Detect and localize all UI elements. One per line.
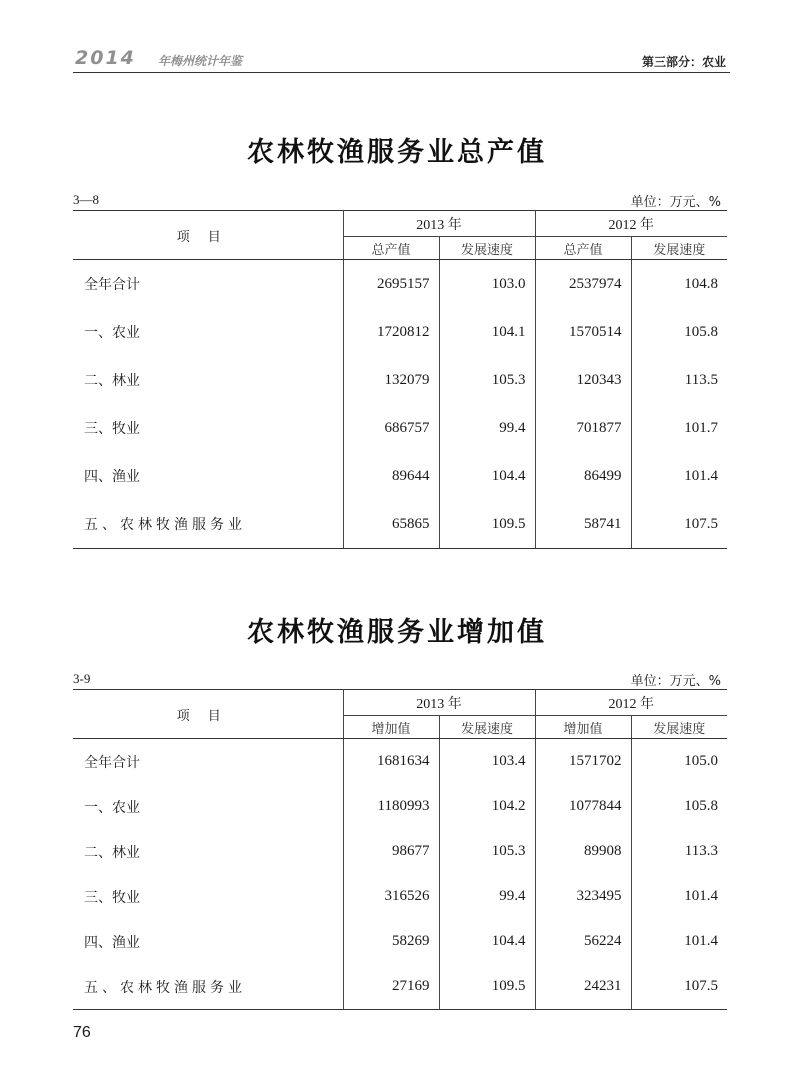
row-label: 四、渔业: [84, 469, 140, 485]
table-cell: 101.7: [631, 404, 727, 452]
table-row: [73, 452, 727, 500]
row-label: 二、林业: [84, 844, 140, 861]
row-label: 三、牧业: [84, 889, 140, 906]
row-label: 一、农业: [84, 325, 140, 341]
table-cell: 104.8: [631, 260, 727, 309]
item-column-header: 项目: [73, 690, 343, 739]
row-label: 全年合计: [84, 277, 140, 293]
table-cell: 1570514: [535, 308, 631, 356]
table-cell: 701877: [535, 404, 631, 452]
table-cell: 323495: [535, 874, 631, 919]
table-row: [73, 784, 727, 829]
table-cell: 103.4: [439, 739, 535, 785]
column-header: 增加值: [343, 716, 439, 739]
table-cell: 101.4: [631, 452, 727, 500]
table-cell: 1077844: [535, 784, 631, 829]
table-cell: 316526: [343, 874, 439, 919]
table-cell: 65865: [343, 500, 439, 549]
table-cell: 109.5: [439, 500, 535, 549]
statistics-table: [73, 210, 727, 549]
table-title: 农林牧渔服务业总产值: [247, 137, 547, 168]
table-header-row: [73, 690, 727, 716]
year-header: 2013 年: [343, 690, 535, 716]
table-cell: 104.4: [439, 919, 535, 964]
column-header: 增加值: [535, 716, 631, 739]
table-cell: 132079: [343, 356, 439, 404]
table-cell: 113.3: [631, 829, 727, 874]
table-code: 3-9: [73, 671, 91, 686]
row-label: 五、农林牧渔服务业: [73, 964, 343, 1010]
table-cell: 104.2: [439, 784, 535, 829]
table-code: 3—8: [73, 192, 99, 207]
column-header: 总产值: [535, 237, 631, 260]
row-label: 二、林业: [84, 373, 140, 389]
table-cell: 2695157: [343, 260, 439, 309]
column-header: 发展速度: [439, 716, 535, 739]
table-row: [73, 919, 727, 964]
year-header: 2012 年: [535, 211, 727, 237]
row-label: 四、渔业: [84, 934, 140, 951]
page-number: 76: [73, 1024, 91, 1041]
column-header: 发展速度: [439, 237, 535, 260]
table-title: 农林牧渔服务业增加值: [247, 617, 547, 648]
year-header: 2012 年: [535, 690, 727, 716]
header-year: 2014: [75, 47, 136, 69]
table-cell: 109.5: [439, 964, 535, 1010]
table-cell: 101.4: [631, 874, 727, 919]
table-cell: 58741: [535, 500, 631, 549]
row-label: 五、农林牧渔服务业: [73, 500, 343, 549]
table-row: [73, 829, 727, 874]
table-row: [73, 356, 727, 404]
table-cell: 58269: [343, 919, 439, 964]
table-cell: 104.4: [439, 452, 535, 500]
header-section-name: 第三部分：农业: [641, 55, 726, 69]
running-header: [73, 48, 730, 73]
table-row: [73, 308, 727, 356]
table-cell: 105.3: [439, 829, 535, 874]
statistics-table: [73, 689, 727, 1010]
table-cell: 99.4: [439, 874, 535, 919]
table-cell: 105.0: [631, 739, 727, 785]
table-row: [73, 739, 727, 785]
table-cell: 107.5: [631, 500, 727, 549]
item-column-header: 项目: [73, 211, 343, 260]
table-cell: 105.3: [439, 356, 535, 404]
table-row: [73, 260, 727, 309]
table-cell: 24231: [535, 964, 631, 1010]
table-cell: 103.0: [439, 260, 535, 309]
table-row: [73, 500, 727, 549]
table-unit: 单位：万元、%: [630, 674, 721, 689]
table-row: [73, 874, 727, 919]
table-row: [73, 964, 727, 1010]
row-label: 三、牧业: [84, 421, 140, 437]
table-cell: 105.8: [631, 784, 727, 829]
column-header: 总产值: [343, 237, 439, 260]
year-header: 2013 年: [343, 211, 535, 237]
table-cell: 1720812: [343, 308, 439, 356]
table-cell: 99.4: [439, 404, 535, 452]
table-row: [73, 404, 727, 452]
table-header-row: [73, 211, 727, 237]
table-cell: 56224: [535, 919, 631, 964]
table-cell: 1681634: [343, 739, 439, 785]
header-book-title: 年梅州统计年鉴: [158, 54, 243, 68]
table-cell: 101.4: [631, 919, 727, 964]
table-cell: 104.1: [439, 308, 535, 356]
table-cell: 107.5: [631, 964, 727, 1010]
table-cell: 1180993: [343, 784, 439, 829]
table-cell: 113.5: [631, 356, 727, 404]
table-cell: 1571702: [535, 739, 631, 785]
table-unit: 单位：万元、%: [630, 195, 721, 210]
column-header: 发展速度: [631, 237, 727, 260]
row-label: 全年合计: [84, 754, 140, 771]
table-cell: 105.8: [631, 308, 727, 356]
column-header: 发展速度: [631, 716, 727, 739]
table-cell: 89908: [535, 829, 631, 874]
table-cell: 120343: [535, 356, 631, 404]
table-cell: 27169: [343, 964, 439, 1010]
table-cell: 686757: [343, 404, 439, 452]
row-label: 一、农业: [84, 799, 140, 816]
table-cell: 98677: [343, 829, 439, 874]
table-cell: 2537974: [535, 260, 631, 309]
table-cell: 89644: [343, 452, 439, 500]
table-cell: 86499: [535, 452, 631, 500]
